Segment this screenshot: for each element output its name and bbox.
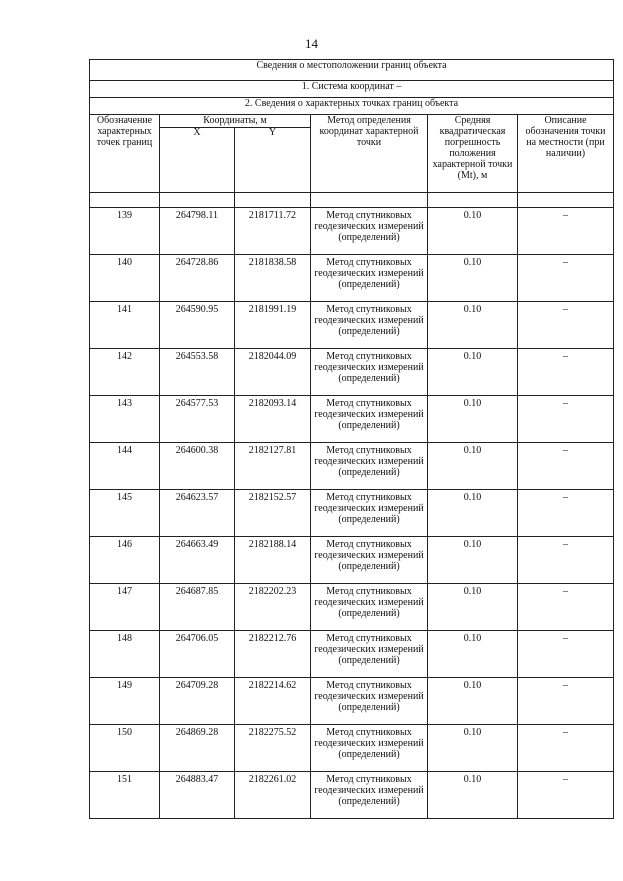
method-cell: Метод спутниковых геодезических измерений (определений) xyxy=(311,208,428,255)
method-cell: Метод спутниковых геодезических измерений (определений) xyxy=(311,725,428,772)
description-cell: – xyxy=(518,584,614,631)
table-row xyxy=(90,584,614,631)
header-error: Средняя квадратическая погрешность положения характерной точки (Mt), м xyxy=(428,115,518,193)
y-coordinate-cell: 2181838.58 xyxy=(235,255,311,302)
point-id-cell: 144 xyxy=(90,443,160,490)
table-row xyxy=(90,631,614,678)
y-coordinate-cell: 2181991.19 xyxy=(235,302,311,349)
point-id-cell: 140 xyxy=(90,255,160,302)
x-coordinate-cell: 264883.47 xyxy=(160,772,235,819)
error-cell: 0.10 xyxy=(428,208,518,255)
point-id-cell: 150 xyxy=(90,725,160,772)
y-coordinate-cell: 2182275.52 xyxy=(235,725,311,772)
header-y: Y xyxy=(235,128,311,193)
table-row xyxy=(90,255,614,302)
y-coordinate-cell: 2182202.23 xyxy=(235,584,311,631)
error-cell: 0.10 xyxy=(428,772,518,819)
method-cell: Метод спутниковых геодезических измерений (определений) xyxy=(311,631,428,678)
method-cell: Метод спутниковых геодезических измерений (определений) xyxy=(311,302,428,349)
x-coordinate-cell: 264798.11 xyxy=(160,208,235,255)
header-description: Описание обозначения точки на местности (при наличии) xyxy=(518,115,614,193)
y-coordinate-cell: 2182214.62 xyxy=(235,678,311,725)
x-coordinate-cell: 264663.49 xyxy=(160,537,235,584)
method-cell: Метод спутниковых геодезических измерений (определений) xyxy=(311,537,428,584)
x-coordinate-cell: 264709.28 xyxy=(160,678,235,725)
x-coordinate-cell: 264590.95 xyxy=(160,302,235,349)
page-number: 14 xyxy=(305,36,318,51)
header-point-id: Обозначение характерных точек границ xyxy=(90,115,160,193)
section-title: Сведения о местоположении границ объекта xyxy=(90,60,614,81)
description-cell: – xyxy=(518,537,614,584)
method-cell: Метод спутниковых геодезических измерений (определений) xyxy=(311,772,428,819)
method-cell: Метод спутниковых геодезических измерений (определений) xyxy=(311,678,428,725)
error-cell: 0.10 xyxy=(428,725,518,772)
description-cell: – xyxy=(518,490,614,537)
y-coordinate-cell: 2182188.14 xyxy=(235,537,311,584)
table-row xyxy=(90,208,614,255)
table-row xyxy=(90,443,614,490)
error-cell: 0.10 xyxy=(428,396,518,443)
y-coordinate-cell: 2182212.76 xyxy=(235,631,311,678)
description-cell: – xyxy=(518,208,614,255)
x-coordinate-cell: 264687.85 xyxy=(160,584,235,631)
boundary-points-table xyxy=(89,59,614,819)
method-cell: Метод спутниковых геодезических измерений (определений) xyxy=(311,349,428,396)
description-cell: – xyxy=(518,631,614,678)
table-row xyxy=(90,537,614,584)
points-section-row: 2. Сведения о характерных точках границ объекта xyxy=(90,98,614,115)
method-cell: Метод спутниковых геодезических измерений (определений) xyxy=(311,584,428,631)
description-cell: – xyxy=(518,678,614,725)
point-id-cell: 145 xyxy=(90,490,160,537)
method-cell: Метод спутниковых геодезических измерений (определений) xyxy=(311,490,428,537)
point-id-cell: 143 xyxy=(90,396,160,443)
error-cell: 0.10 xyxy=(428,490,518,537)
x-coordinate-cell: 264577.53 xyxy=(160,396,235,443)
x-coordinate-cell: 264706.05 xyxy=(160,631,235,678)
method-cell: Метод спутниковых геодезических измерений (определений) xyxy=(311,396,428,443)
description-cell: – xyxy=(518,443,614,490)
point-id-cell: 148 xyxy=(90,631,160,678)
header-x: X xyxy=(160,128,235,193)
table-row xyxy=(90,490,614,537)
x-coordinate-cell: 264623.57 xyxy=(160,490,235,537)
error-cell: 0.10 xyxy=(428,349,518,396)
error-cell: 0.10 xyxy=(428,631,518,678)
table-row xyxy=(90,302,614,349)
y-coordinate-cell: 2182127.81 xyxy=(235,443,311,490)
error-cell: 0.10 xyxy=(428,584,518,631)
header-method: Метод определения координат характерной точки xyxy=(311,115,428,193)
description-cell: – xyxy=(518,772,614,819)
error-cell: 0.10 xyxy=(428,443,518,490)
point-id-cell: 142 xyxy=(90,349,160,396)
x-coordinate-cell: 264869.28 xyxy=(160,725,235,772)
y-coordinate-cell: 2181711.72 xyxy=(235,208,311,255)
method-cell: Метод спутниковых геодезических измерений (определений) xyxy=(311,443,428,490)
table-row xyxy=(90,725,614,772)
table-row xyxy=(90,349,614,396)
point-id-cell: 147 xyxy=(90,584,160,631)
header-spacer-row xyxy=(90,193,614,208)
point-id-cell: 149 xyxy=(90,678,160,725)
x-coordinate-cell: 264553.58 xyxy=(160,349,235,396)
error-cell: 0.10 xyxy=(428,678,518,725)
point-id-cell: 141 xyxy=(90,302,160,349)
description-cell: – xyxy=(518,725,614,772)
point-id-cell: 146 xyxy=(90,537,160,584)
error-cell: 0.10 xyxy=(428,302,518,349)
error-cell: 0.10 xyxy=(428,255,518,302)
description-cell: – xyxy=(518,302,614,349)
table-row xyxy=(90,772,614,819)
description-cell: – xyxy=(518,396,614,443)
y-coordinate-cell: 2182093.14 xyxy=(235,396,311,443)
x-coordinate-cell: 264728.86 xyxy=(160,255,235,302)
description-cell: – xyxy=(518,255,614,302)
error-cell: 0.10 xyxy=(428,537,518,584)
y-coordinate-cell: 2182152.57 xyxy=(235,490,311,537)
x-coordinate-cell: 264600.38 xyxy=(160,443,235,490)
header-coords: Координаты, м xyxy=(160,115,311,128)
point-id-cell: 151 xyxy=(90,772,160,819)
table-row xyxy=(90,396,614,443)
description-cell: – xyxy=(518,349,614,396)
coordinate-system-row: 1. Система координат – xyxy=(90,81,614,98)
y-coordinate-cell: 2182261.02 xyxy=(235,772,311,819)
y-coordinate-cell: 2182044.09 xyxy=(235,349,311,396)
table-row xyxy=(90,678,614,725)
point-id-cell: 139 xyxy=(90,208,160,255)
method-cell: Метод спутниковых геодезических измерений (определений) xyxy=(311,255,428,302)
